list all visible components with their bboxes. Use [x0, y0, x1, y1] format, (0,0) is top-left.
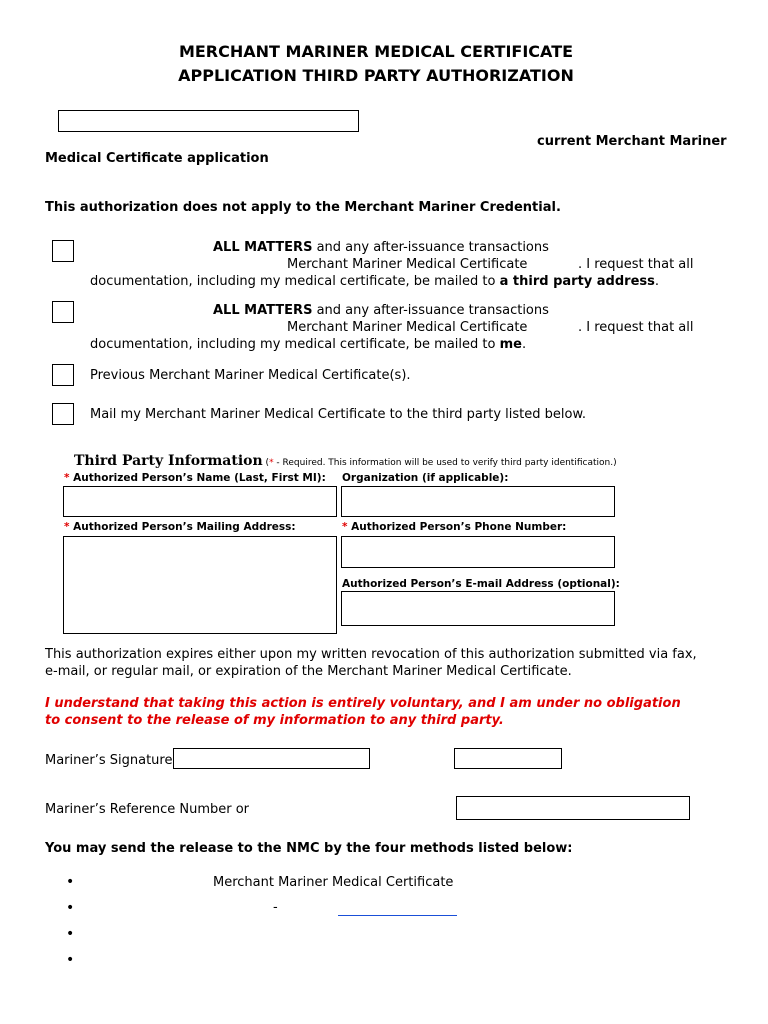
option-previous-certificates-checkbox[interactable] — [52, 364, 74, 386]
expiry-line-2: e-mail, or regular mail, or expiration of the Merchant Mariner Medical Certificate. — [45, 664, 572, 679]
option-2-line-3: documentation, including my medical certificate, be mailed to me. — [90, 337, 527, 352]
intro-line-2: Medical Certificate application — [45, 151, 269, 166]
method-bullet-3: • — [66, 926, 75, 942]
authorized-name-input[interactable] — [63, 486, 337, 517]
option-3-label: Previous Merchant Mariner Medical Certificate(s). — [90, 368, 411, 383]
option-1-certificate: Merchant Mariner Medical Certificate — [287, 257, 528, 272]
option-all-matters-third-party-checkbox[interactable] — [52, 240, 74, 262]
option-1-line-3: documentation, including my medical certificate, be mailed to a third party address. — [90, 274, 660, 289]
phone-input[interactable] — [341, 536, 615, 568]
signature-date-input[interactable] — [454, 748, 562, 769]
option-1-request: . I request that all — [578, 257, 694, 272]
method-2-dash: - — [273, 900, 278, 915]
signature-label: Mariner’s Signature — [45, 753, 173, 768]
voluntary-warning-line-2: to consent to the release of my information to any third party. — [45, 713, 504, 728]
applicant-name-field[interactable] — [58, 110, 359, 132]
email-input[interactable] — [341, 591, 615, 626]
third-party-heading: Third Party Information (* - Required. This information will be used to verify third party identification.) — [74, 453, 617, 469]
option-1-line-1: ALL MATTERS and any after-issuance transactions — [213, 240, 549, 255]
option-mail-to-third-party-checkbox[interactable] — [52, 403, 74, 425]
document-title-line-1: MERCHANT MARINER MEDICAL CERTIFICATE — [178, 42, 574, 61]
organization-input[interactable] — [341, 486, 615, 517]
option-2-line-1: ALL MATTERS and any after-issuance transactions — [213, 303, 549, 318]
option-4-label: Mail my Merchant Mariner Medical Certificate to the third party listed below. — [90, 407, 587, 422]
mailing-address-input[interactable] — [63, 536, 337, 634]
method-2-link[interactable] — [338, 915, 457, 916]
voluntary-warning-line-1: I understand that taking this action is entirely voluntary, and I am under no obligation — [45, 696, 681, 711]
email-label: Authorized Person’s E-mail Address (optional): — [342, 578, 620, 590]
reference-number-input[interactable] — [456, 796, 690, 820]
expiry-line-1: This authorization expires either upon my written revocation of this authorization submitted via fax, — [45, 647, 697, 662]
option-2-certificate: Merchant Mariner Medical Certificate — [287, 320, 528, 335]
organization-label: Organization (if applicable): — [342, 472, 509, 484]
intro-right-text: current Merchant Mariner — [537, 134, 727, 149]
reference-label: Mariner’s Reference Number or — [45, 802, 250, 817]
mailing-address-label: * Authorized Person’s Mailing Address: — [64, 521, 296, 533]
method-1-text: Merchant Mariner Medical Certificate — [213, 875, 454, 890]
authorization-notice: This authorization does not apply to the Merchant Mariner Credential. — [45, 200, 561, 215]
method-bullet-2: • — [66, 900, 75, 916]
signature-input[interactable] — [173, 748, 370, 769]
method-bullet-1: • — [66, 874, 75, 890]
methods-heading: You may send the release to the NMC by the four methods listed below: — [45, 841, 573, 856]
option-all-matters-me-checkbox[interactable] — [52, 301, 74, 323]
document-title-line-2: APPLICATION THIRD PARTY AUTHORIZATION — [178, 66, 574, 85]
name-label: * Authorized Person’s Name (Last, First MI): — [64, 472, 326, 484]
method-bullet-4: • — [66, 952, 75, 968]
phone-label: * Authorized Person’s Phone Number: — [342, 521, 567, 533]
option-2-request: . I request that all — [578, 320, 694, 335]
